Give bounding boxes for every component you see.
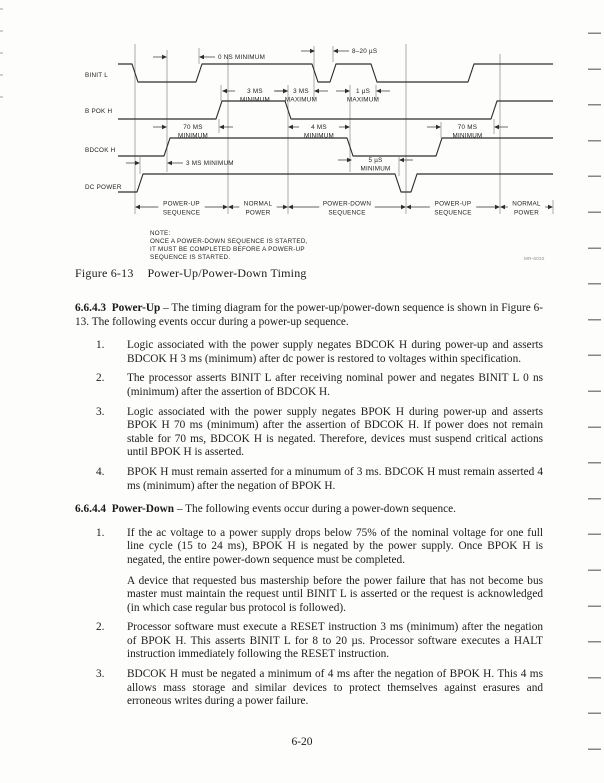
- phase-label: POWER: [513, 209, 540, 217]
- arrowhead: [314, 89, 319, 93]
- dimension-label: 3 MS MINIMUM: [186, 160, 234, 168]
- arrowhead: [345, 89, 350, 93]
- phase-label: SEQUENCE: [434, 209, 472, 217]
- item-number: 2.: [96, 621, 105, 634]
- phase-label: NORMAL: [243, 200, 273, 208]
- dimension-label: 70 MS: [183, 124, 203, 131]
- arrowhead: [199, 55, 204, 59]
- paragraph: Logic associated with the power supply negates BDCOK H during power-up and asserts BDCOK H 3 ms (minimum) after dc power is restored to voltages within specification.: [127, 339, 543, 365]
- paragraph: Logic associated with the power supply negates BPOK H during power-up and asserts BPOK H 70 ms (minimum) after the assertion of BDCOK H. If power does not remain stable for 70 ms, BDCOK H is negated. Therefore, devices must suspend critical actions until BPOK H is asserted.: [127, 405, 543, 459]
- dimension-label: 70 MS: [457, 124, 478, 131]
- dimension-annotation: [336, 88, 390, 104]
- dimension-label: MINIMUM: [452, 132, 483, 140]
- arrowhead: [219, 125, 224, 129]
- item-body: [127, 668, 543, 709]
- arrowhead: [283, 89, 288, 93]
- section: [75, 499, 543, 709]
- phase-spans: [135, 201, 553, 217]
- paragraph: If the ac voltage to a power supply drops below 75% of the nominal voltage for one full line cycle (15 to 24 ms), BPOK H is negated by the power supply. Once BPOK H is negated, the entire power-down sequence must be completed.: [127, 526, 543, 566]
- dimension-label: 5 µS: [368, 157, 383, 164]
- section-number: 6.6.4.4: [75, 503, 112, 516]
- signal-label-dc-power: DC POWER: [85, 184, 122, 191]
- phase-label: SEQUENCE: [162, 209, 201, 217]
- signal-labels: [85, 72, 122, 191]
- dimension-label: 1 µS: [355, 88, 371, 95]
- figure-note-line: NOTE:: [150, 230, 171, 237]
- item-number: 2.: [96, 372, 105, 385]
- dimension-label: 3 MS: [247, 88, 263, 95]
- arrowhead: [399, 158, 404, 162]
- figure-caption-title: Power-Up/Power-Down Timing: [147, 266, 307, 280]
- body-text: [75, 302, 543, 715]
- figure-note-line: ONCE A POWER-DOWN SEQUENCE IS STARTED,: [150, 238, 308, 245]
- arrowhead: [162, 125, 167, 129]
- timing-diagram-figure: [0, 0, 604, 264]
- paragraph: A device that requested bus mastership before the power failure that has not become bus master must maintain the request until BINIT L is asserted or the request is acknowledged (in which case regular bus protocol is followed).: [127, 574, 543, 614]
- dimension-annotation: [301, 48, 377, 55]
- section-heading: [75, 503, 543, 517]
- arrowhead: [401, 205, 406, 209]
- list-item: [75, 372, 543, 399]
- item-body: [127, 527, 543, 616]
- item-number: 1.: [96, 339, 105, 352]
- item-number: 1.: [96, 526, 105, 539]
- figure-caption: [75, 266, 307, 281]
- dimension-label: MINIMUM: [360, 165, 391, 173]
- dimension-annotation: [338, 157, 413, 173]
- arrowhead: [494, 125, 499, 129]
- dimension-label: MINIMUM: [177, 132, 209, 140]
- list-item: [75, 621, 543, 662]
- waveform-b-pok-h: [118, 101, 553, 119]
- section-intro: – The following events occur during a power-down sequence.: [174, 503, 456, 516]
- arrowhead: [333, 49, 338, 53]
- list-item: [75, 668, 543, 709]
- dimension-annotations: [126, 48, 508, 172]
- paragraph: BDCOK H must be negated a minimum of 4 ms after the negation of BPOK H. This 4 ms allows mass storage and similar devices to protect themselves against erasures and erroneous writes during a power failure.: [127, 668, 543, 708]
- scan-edge-marks-right: [588, 26, 601, 761]
- item-body: [127, 621, 543, 662]
- dimension-label: MINIMUM: [239, 96, 271, 104]
- waveform-dc-power: [118, 174, 553, 192]
- arrowhead: [223, 205, 228, 209]
- dimension-label: MINIMUM: [303, 132, 335, 140]
- item-body: [127, 339, 543, 366]
- phase-span: [288, 201, 406, 217]
- dimension-annotation: [153, 124, 233, 140]
- item-number: 3.: [96, 668, 105, 681]
- item-body: [127, 466, 543, 493]
- arrowhead: [162, 55, 167, 59]
- phase-label: NORMAL: [512, 200, 541, 208]
- phase-span: [406, 201, 500, 217]
- arrowhead: [283, 205, 288, 209]
- phase-label: SEQUENCE: [328, 209, 366, 217]
- figure-note-line: SEQUENCE IS STARTED.: [150, 254, 231, 261]
- item-number: 3.: [96, 405, 105, 418]
- dimension-label: 8–20 µS: [352, 48, 378, 56]
- arrowhead: [376, 89, 381, 93]
- item-number: 4.: [96, 465, 105, 478]
- phase-label: POWER-UP: [163, 200, 200, 208]
- arrowhead: [548, 205, 553, 209]
- dimension-label: 0 NS MINIMUM: [218, 54, 266, 62]
- phase-span: [500, 201, 553, 217]
- scan-edge-marks-left: [0, 8, 3, 108]
- figure-drawing-number: MR-6032: [524, 256, 545, 261]
- arrowhead: [495, 205, 500, 209]
- dimension-label: 4 MS: [311, 124, 327, 131]
- section-heading: [75, 302, 543, 329]
- dimension-label: MAXIMUM: [284, 96, 318, 104]
- arrowhead: [347, 158, 352, 162]
- figure-note: [150, 230, 308, 261]
- dimension-annotation: [288, 124, 350, 140]
- list-item: [75, 466, 543, 493]
- dimension-label: 3 MS: [293, 88, 309, 95]
- arrowhead: [167, 161, 172, 165]
- dimension-annotation: [427, 124, 508, 140]
- list-item: [75, 527, 543, 616]
- dimension-label: MAXIMUM: [346, 96, 380, 104]
- phase-span: [135, 201, 228, 217]
- arrowhead: [345, 125, 350, 129]
- section-intro: – The timing diagram for the power-up/power-down sequence is shown in Figure 6-13. The following events occur during a power-up sequence.: [75, 302, 544, 328]
- paragraph: BPOK H must remain asserted for a minumum of 3 ms. BDCOK H must remain asserted 4 ms (minimum) after the negation of BPOK H.: [127, 465, 543, 492]
- signal-label-bdcok-h: BDCOK H: [85, 147, 116, 154]
- paragraph: Processor software must execute a RESET instruction 3 ms (minimum) after the negation of BPOK H. This asserts BINIT L for 8 to 20 µs. Processor software executes a HALT instruction immediately following the RESET instruction.: [127, 621, 543, 661]
- item-body: [127, 406, 543, 460]
- item-body: [127, 372, 543, 399]
- signal-label-b-pok-h: B POK H: [85, 108, 113, 115]
- dimension-annotation: [153, 54, 265, 61]
- figure-note-line: IT MUST BE COMPLETED BEFORE A POWER-UP: [150, 246, 305, 253]
- arrowhead: [135, 161, 140, 165]
- figure-caption-number: Figure 6-13: [75, 266, 134, 280]
- list-item: [75, 406, 543, 460]
- section-number: 6.6.4.3: [75, 302, 112, 314]
- section: [75, 302, 543, 493]
- phase-span: [228, 201, 288, 217]
- section-title: Power-Down: [111, 503, 175, 516]
- paragraph: The processor asserts BINIT L after receiving nominal power and negates BINIT L 0 ns (minimum) after the assertion of BDCOK H.: [127, 372, 543, 398]
- section-title: Power-Up: [111, 302, 161, 314]
- waveform-bdcok-h: [118, 138, 553, 156]
- page-number: 6-20: [291, 736, 313, 748]
- arrowhead: [436, 125, 441, 129]
- phase-label: POWER-UP: [434, 200, 472, 208]
- waveform-binit-l: [118, 64, 553, 82]
- list-item: [75, 339, 543, 366]
- phase-label: POWER: [245, 209, 271, 217]
- phase-label: POWER-DOWN: [322, 200, 372, 208]
- dimension-annotation: [126, 160, 234, 167]
- signal-label-binit-l: BINIT L: [85, 72, 108, 79]
